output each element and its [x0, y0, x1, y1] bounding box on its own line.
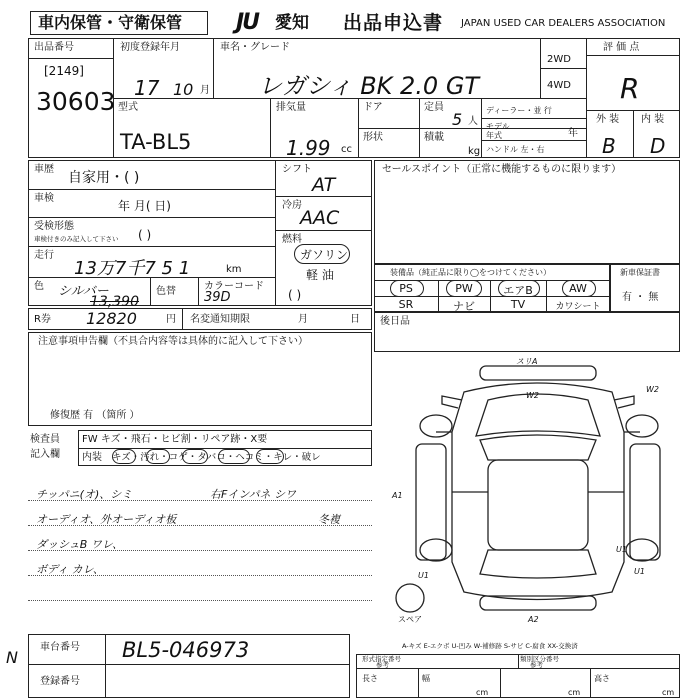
- inspection-value: 年 月( 日): [118, 199, 171, 213]
- remark-right-2: 冬複: [318, 513, 340, 526]
- equipment-label: 装備品（純正品に限り◯をつけてください）: [390, 268, 551, 277]
- spec-width: 幅: [422, 674, 430, 683]
- fuel-value-1: ガソリン: [300, 248, 349, 262]
- mark-right-rear: U1: [634, 567, 645, 576]
- mark-front-bumper: スリA: [516, 357, 538, 366]
- remark-right-1: 右Fインパネ シワ: [210, 488, 297, 501]
- mark-rear-bumper: A2: [528, 615, 539, 624]
- left-side-panel: [416, 444, 446, 560]
- interior-value: D: [650, 134, 666, 158]
- recycle-value: 12820: [86, 309, 137, 328]
- lot-label: 出品番号: [34, 42, 74, 53]
- spec-ref-1: 参考: [376, 661, 389, 669]
- spec-height-unit: cm: [662, 688, 675, 697]
- wheel-rear-left: [420, 539, 452, 561]
- name-change-day: 日: [350, 314, 360, 325]
- ac-value: AAC: [300, 207, 340, 229]
- car-body-outline: [452, 383, 624, 600]
- wheel-front-left: [420, 415, 452, 437]
- association-name: JAPAN USED CAR DEALERS ASSOCIATION: [461, 18, 666, 29]
- hood-outline: [476, 394, 600, 436]
- recycle-unit: 円: [166, 314, 176, 325]
- equip-airbag: エアB: [503, 284, 533, 297]
- rear-bumper: [480, 596, 596, 610]
- fuel-gasoline-circle: [294, 244, 350, 264]
- spec-class-number: 類別区分番号: [520, 655, 559, 663]
- spec-ref-2: 参考: [530, 661, 543, 669]
- circle-aw: [562, 280, 596, 297]
- spec-form-number: 形式指定番号: [362, 655, 401, 663]
- name-value: レガシィ BK 2.0 GT: [258, 72, 480, 100]
- spec-width-unit: cm: [568, 688, 581, 697]
- rear-window: [480, 550, 596, 578]
- rear-items-box: [374, 312, 680, 352]
- drive-2wd: 2WD: [547, 54, 571, 65]
- receive-note: 車検付きのみ記入して下さい: [34, 235, 119, 243]
- mileage-unit: km: [226, 264, 242, 275]
- equip-tv: TV: [510, 298, 526, 311]
- name-change-label: 名変通知期限: [190, 314, 250, 325]
- inspector-label-2: 記入欄: [30, 449, 60, 460]
- roof-outline: [488, 460, 588, 550]
- drive-4wd: 4WD: [547, 80, 571, 91]
- chassis-label: 車台番号: [40, 642, 80, 653]
- disp-unit: cc: [341, 144, 352, 155]
- circle-airbag: [498, 280, 540, 297]
- wheel-front-right: [626, 415, 658, 437]
- colorcode-value: 39D: [204, 290, 231, 305]
- handle-label: ハンドル 左・右: [486, 145, 545, 154]
- inspection-label: 車検: [34, 193, 54, 204]
- shift-value: AT: [312, 174, 336, 196]
- brand-place: 愛知: [275, 13, 309, 33]
- ac-label: 冷房: [282, 200, 302, 211]
- remark-3: ダッシュB ワレ、: [36, 538, 123, 551]
- interior-row-label: 内装: [82, 452, 102, 463]
- name-change-month: 月: [298, 314, 308, 325]
- model-label: 型式: [118, 102, 138, 113]
- new-car-value: 有 ・ 無: [622, 292, 659, 303]
- disp-label: 排気量: [276, 102, 306, 113]
- circle-koge: [182, 449, 208, 464]
- circle-hekomi: [256, 449, 284, 464]
- chassis-value: BL5-046973: [122, 638, 250, 662]
- capacity-unit: 人: [468, 116, 478, 127]
- mileage-value: 13万7千7 5 1: [74, 258, 191, 279]
- shift-label: シフト: [282, 164, 312, 175]
- disp-value: 1.99: [286, 136, 331, 160]
- wheel-rear-right: [626, 539, 658, 561]
- exterior-value: B: [602, 134, 616, 158]
- model-value: TA-BL5: [120, 130, 192, 154]
- repair-label: 修復歴 有 （箇所 ）: [50, 410, 140, 421]
- damage-legend: A-キズ E-エクボ U-凹み W-補修跡 S-サビ C-腐食 XX-交換済: [402, 642, 578, 650]
- spare-tire: [396, 584, 424, 612]
- reg-month-unit: 月: [200, 85, 210, 96]
- equip-pw: PW: [455, 282, 473, 295]
- fw-row: FW キズ・飛石・ヒビ割・リペア跡・X要: [82, 434, 268, 445]
- sheet-title: 出品申込書: [343, 12, 444, 34]
- load-unit: kg: [468, 146, 481, 157]
- reg-month: 10: [173, 80, 194, 99]
- grade-value: R: [620, 72, 640, 105]
- remark-2: オーディオ、外オーディオ板: [36, 513, 177, 526]
- storage-title: 車内保管・守衛保管: [38, 13, 183, 32]
- spec-length-unit: cm: [476, 688, 489, 697]
- load-label: 積載: [424, 132, 444, 143]
- price-struck: 13,390: [90, 294, 139, 310]
- repaint-label: 色替: [156, 286, 176, 297]
- grade-label: 評 価 点: [603, 42, 640, 53]
- receive-label: 受検形態: [34, 221, 74, 232]
- new-car-label: 新車保証書: [620, 268, 660, 277]
- equip-seat: カワシート: [555, 302, 601, 312]
- equip-ps: PS: [399, 282, 413, 295]
- mark-right-door: U1: [616, 545, 627, 554]
- interior-label: 内 装: [641, 114, 665, 125]
- mark-left-rear: U1: [418, 571, 429, 580]
- lot-number: 30603: [36, 87, 116, 116]
- circle-pw: [446, 280, 482, 297]
- sales-point-box: [374, 160, 680, 264]
- colorcode-label: カラーコード: [204, 281, 264, 292]
- sales-point-label: セールスポイント（正常に機能するものに限ります）: [382, 164, 622, 175]
- equip-aw: AW: [569, 282, 587, 295]
- history-label: 車歴: [34, 164, 54, 175]
- reg-label: 初度登録年月: [120, 42, 180, 53]
- fuel-label: 燃料: [282, 234, 302, 245]
- ju-logo: JU: [236, 10, 259, 35]
- capacity-label: 定員: [424, 102, 444, 113]
- margin-mark: N: [6, 648, 18, 667]
- circle-ps: [390, 280, 424, 297]
- year-unit: 年: [568, 128, 578, 139]
- history-value: 自家用・( ): [68, 170, 140, 186]
- mirror-left: [442, 396, 462, 408]
- right-side-panel: [630, 444, 660, 560]
- model-year-label: モデル 年式: [486, 122, 510, 140]
- circle-tabako: [218, 449, 250, 464]
- color-label: 色: [34, 281, 44, 292]
- mileage-label: 走行: [34, 250, 54, 261]
- reg-year: 17: [134, 76, 160, 100]
- mirror-right: [614, 396, 634, 408]
- fuel-paren: ( ): [288, 288, 302, 302]
- dealer-label: ディーラー・並 行: [486, 106, 552, 115]
- windshield: [480, 435, 596, 460]
- spare-label: スペア: [398, 615, 422, 624]
- exterior-label: 外 装: [596, 114, 620, 125]
- remark-1: チッパニ(オ)、シミ: [36, 488, 133, 501]
- inspector-label-1: 検査員: [30, 434, 60, 445]
- mark-hood: W2: [526, 391, 539, 400]
- recycle-label: R券: [34, 314, 51, 325]
- notes-label: 注意事項申告欄（不具合内容等は具体的に記入して下さい）: [38, 336, 308, 347]
- remark-4: ボディ カレ、: [36, 563, 104, 576]
- receive-paren: ( ): [138, 228, 152, 242]
- rear-items-label: 後日品: [380, 316, 410, 327]
- lot-sub: [2149]: [44, 64, 84, 78]
- door-label: ドア: [363, 102, 383, 113]
- equip-sr: SR: [398, 298, 414, 311]
- car-damage-diagram: [376, 352, 682, 630]
- equip-navi: ナビ: [453, 300, 475, 313]
- spec-length: 長さ: [362, 674, 378, 683]
- capacity-value: 5: [452, 110, 463, 129]
- mark-left-side: A1: [392, 491, 403, 500]
- front-bumper: [480, 366, 596, 380]
- name-label: 車名・グレード: [220, 42, 290, 53]
- color-value: シルバー: [58, 284, 109, 299]
- registration-label: 登録番号: [40, 676, 80, 687]
- interior-row: キズ・汚れ・コゲ・タバコ・ヘコミ・キレ・破レ: [112, 452, 321, 463]
- fuel-value-2: 軽 油: [306, 268, 334, 282]
- shape-label: 形状: [363, 132, 383, 143]
- mark-right-front: W2: [646, 385, 659, 394]
- circle-kizu: [112, 449, 136, 464]
- spec-height: 高さ: [594, 674, 610, 683]
- circle-yogore: [146, 449, 170, 464]
